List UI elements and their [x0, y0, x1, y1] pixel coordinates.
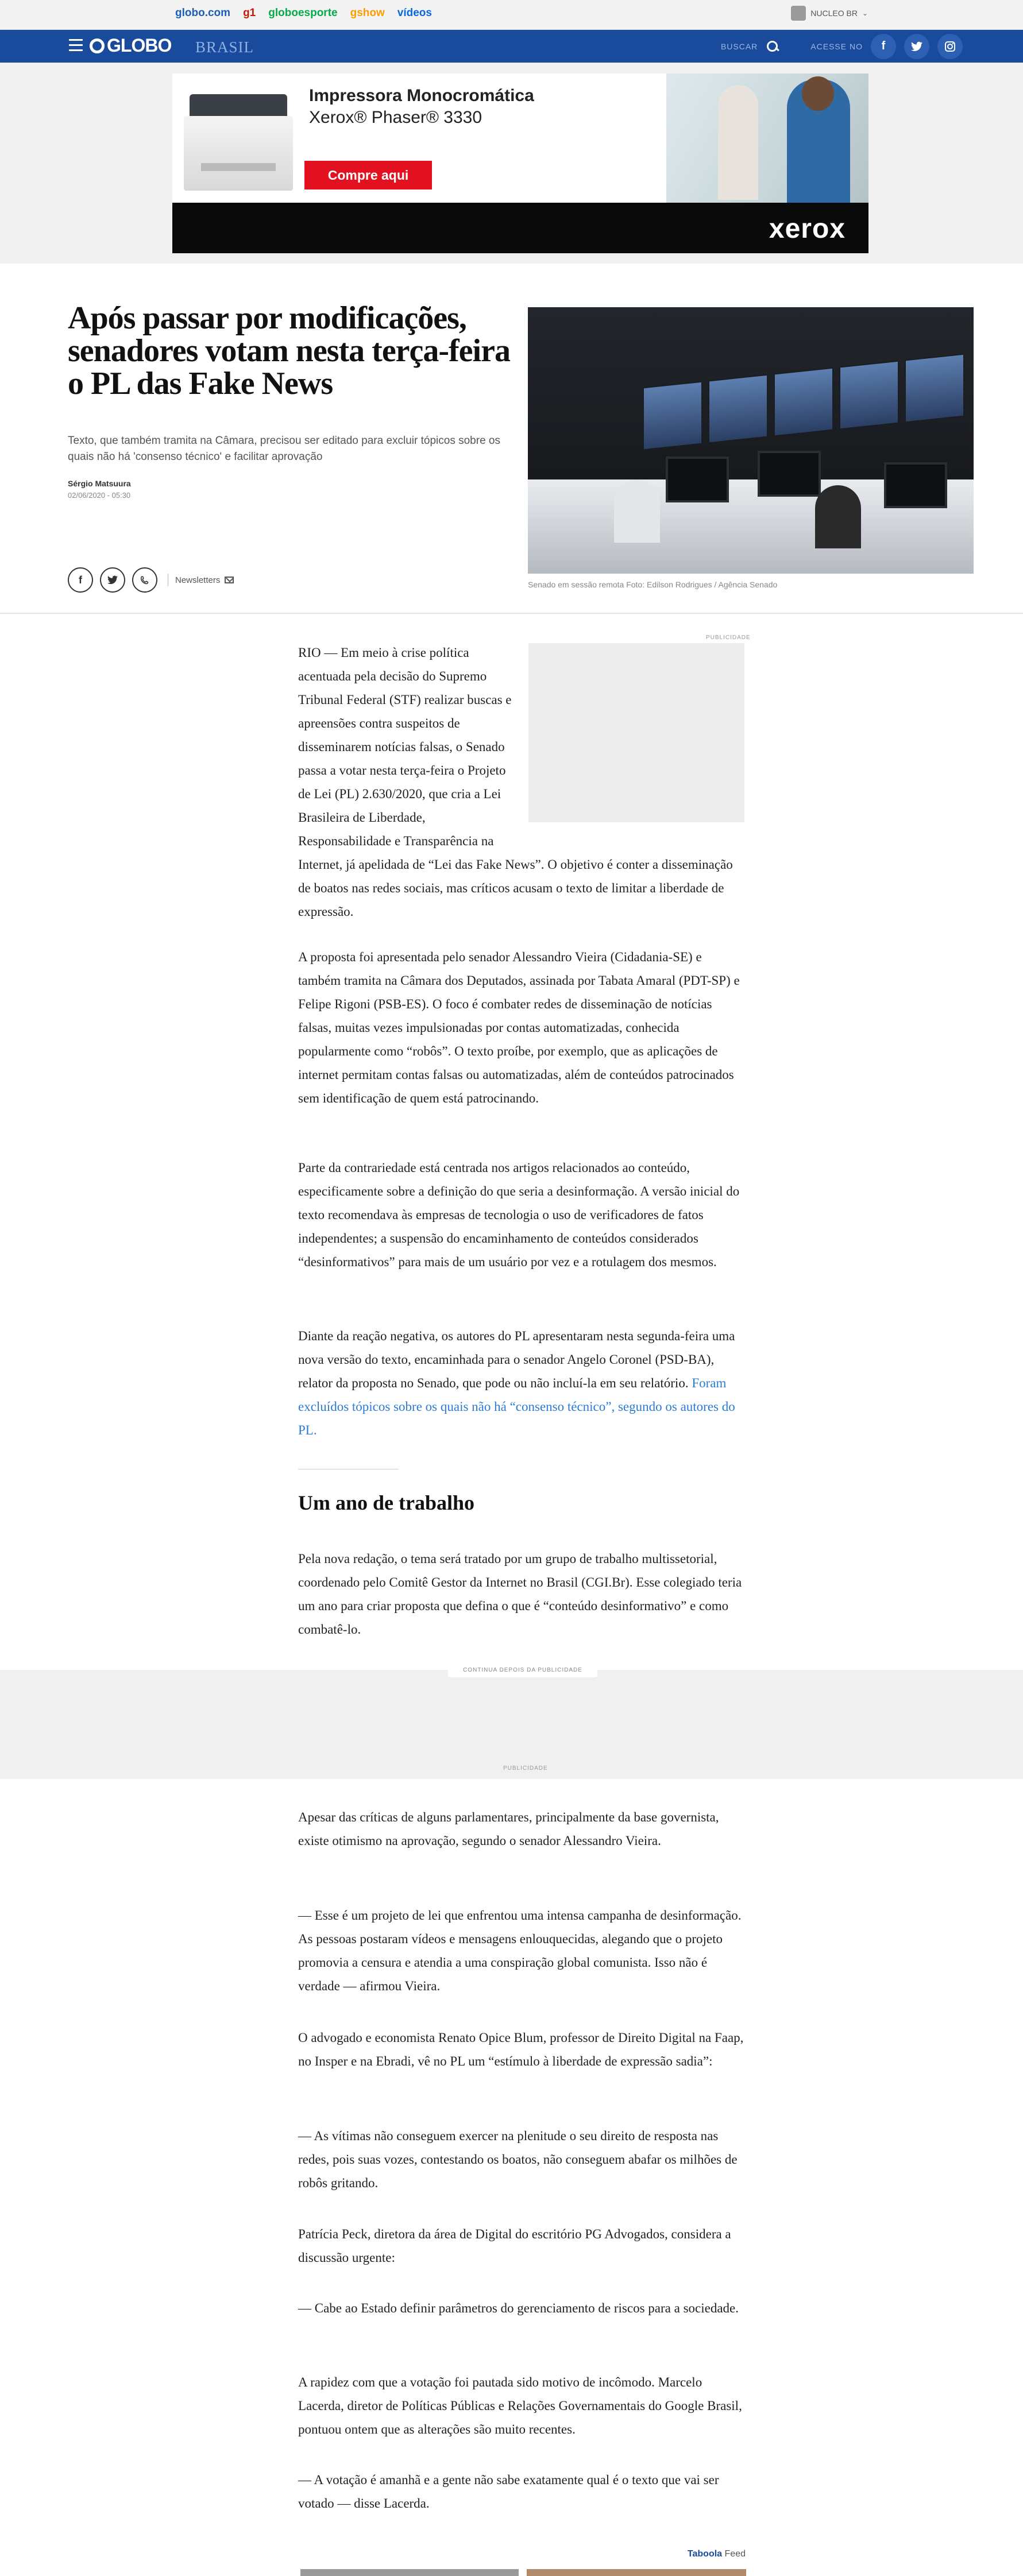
feed-thumbnail[interactable]: [527, 2569, 746, 2576]
portal-link-videos[interactable]: vídeos: [397, 7, 432, 19]
paragraph-9: — As vítimas não conseguem exercer na plenitude o seu direito de resposta nas redes, pois suas vozes, contestando os boatos, não conseguem abafar os milhões de robôs gritando.: [298, 2129, 738, 2190]
paragraph-5: Pela nova redação, o tema será tratado por um grupo de trabalho multissetorial, coordenado pelo Comitê Gestor da Internet no Brasil (CGI.Br). Esse colegiado teria um ano para criar proposta que defina o que é “conteúdo desinformativo” e como combatê-lo.: [298, 1552, 742, 1637]
article-subtitle: Texto, que também tramita na Câmara, precisou ser editado para excluir tópicos sobre os quais não há 'consenso técnico' e facilitar aprovação: [68, 435, 500, 463]
newsletters-label: Newsletters: [175, 575, 221, 585]
portal-link-gshow[interactable]: gshow: [350, 7, 385, 19]
ad-label: PUBLICIDADE: [706, 635, 751, 641]
paragraph-3: Parte da contrariedade está centrada nos artigos relacionados ao conteúdo, especificamente sobre a definição do que seria a desinformação. A versão inicial do texto recomendava às empresas de tecnologia o uso de verificadores de fatos independentes; a suspensão do encaminhamento de conteúdos considerados “desinformativos” para mais de um usuário por vez e a rotulagem dos mesmos.: [298, 1161, 740, 1269]
paragraph-6: Apesar das críticas de alguns parlamentares, principalmente da base governista, existe otimismo na aprovação, segundo o senador Alessandro Vieira.: [298, 1810, 719, 1848]
article-author[interactable]: Sérgio Matsuura: [68, 479, 131, 488]
section-heading: Um ano de trabalho: [298, 1491, 475, 1514]
paragraph-10: Patrícia Peck, diretora da área de Digital do escritório PG Advogados, considera a discussão urgente:: [298, 2227, 731, 2265]
instagram-icon[interactable]: [937, 34, 963, 59]
taboola-brand: Taboola: [687, 2549, 723, 2559]
paragraph-1-text: RIO — Em meio à crise política acentuada pela decisão do Supremo Tribunal Federal (STF) realizar buscas e apreensões contra suspeitos de disseminarem notícias falsas, o Senado passa a votar nesta terça-feira o Projeto de Lei (PL) 2.630/2020, que cria a Lei Brasileira de Liberdade, Responsabilidade e Transparência na Internet, já apelidada de “Lei das Fake News”. O objetivo é conter a disseminação de boatos nas redes sociais, mas críticos acusam o texto de limitar a liberdade de expressão.: [298, 645, 733, 919]
paragraph-4-link[interactable]: Foram excluídos tópicos sobre os quais não há “consenso técnico”, segundo os autores do PL.: [298, 1376, 735, 1437]
search-icon[interactable]: [766, 40, 779, 53]
ad-brand-logo: xerox: [769, 214, 846, 244]
ad-title-line2: Xerox® Phaser® 3330: [309, 108, 482, 127]
article-headline: Após passar por modificações, senadores votam nesta terça-feira o PL das Fake News: [68, 300, 510, 401]
taboola-feed: Feed: [724, 2549, 746, 2559]
portal-bar: [0, 0, 1023, 30]
chevron-down-icon: ⌄: [862, 9, 868, 17]
header-actions: [721, 30, 963, 63]
article-date: 02/06/2020 - 05:30: [68, 491, 131, 500]
mail-icon: [225, 577, 234, 583]
newsletters-link[interactable]: [175, 575, 234, 585]
user-name: NUCLEO BR: [810, 9, 858, 18]
paragraph-2: A proposta foi apresentada pelo senador Alessandro Vieira (Cidadania-SE) e também tramita na Câmara dos Deputados, assinada por Tabata Amaral (PDT-SP) e Felipe Rigoni (PSB-ES). O foco é combater redes de disseminação de notícias falsas, muitas vezes impulsionadas por contas automatizadas, conhecida popularmente como “robôs”. O texto proíbe, por exemplo, que as aplicações de internet permitam contas falsas ou automatizadas, além de conteúdos patrocinados sem identificação de quem está patrocinando.: [298, 950, 740, 1105]
section-name[interactable]: BRASIL: [195, 38, 254, 56]
share-row: [68, 567, 234, 593]
account-label[interactable]: ACESSE NO: [810, 41, 863, 51]
ad-people-image: [666, 74, 868, 203]
paragraph-8: O advogado e economista Renato Opice Blum, professor de Direito Digital na Faap, no Insper e na Ebradi, vê no PL um “estímulo à liberdade de expressão sadia”:: [298, 2030, 744, 2068]
mid-ad-label: PUBLICIDADE: [503, 1765, 548, 1772]
paragraph-13: — A votação é amanhã e a gente não sabe exatamente qual é o texto que vai ser votado — disse Lacerda.: [298, 2473, 719, 2511]
paragraph-12: A rapidez com que a votação foi pautada sido motivo de incômodo. Marcelo Lacerda, diretor de Políticas Públicas e Relações Governamentais do Google Brasil, pontuou ontem que as alterações são muito recentes.: [298, 2375, 742, 2436]
portal-links: [175, 7, 432, 20]
article-hero-image[interactable]: [528, 307, 974, 574]
portal-link-g1[interactable]: g1: [243, 7, 256, 19]
portal-link-globo[interactable]: globo.com: [175, 7, 231, 19]
continue-after-ad-label: CONTINUA DEPOIS DA PUBLICIDADE: [448, 1662, 597, 1677]
mid-ad-area[interactable]: [0, 1670, 1023, 1779]
ad-cta-button[interactable]: Compre aqui: [304, 161, 432, 189]
printer-image: [184, 94, 293, 198]
ad-title-line1: Impressora Monocromática: [309, 86, 534, 105]
paragraph-7: — Esse é um projeto de lei que enfrentou uma intensa campanha de desinformação. As pessoas postaram vídeos e mensagens enlouquecidas, alegando que o projeto promovia a censura e atendia a uma conspiração global comunista. Isso não é verdade — afirmou Vieira.: [298, 1908, 742, 1993]
main-header: [0, 30, 1023, 63]
top-ad-area: [0, 63, 1023, 264]
feed-thumbnail[interactable]: [300, 2569, 519, 2576]
paragraph-1: [298, 641, 746, 923]
paragraph-4: [298, 1324, 746, 1442]
share-twitter-icon[interactable]: [100, 567, 125, 593]
image-caption: Senado em sessão remota Foto: Edilson Rodrigues / Agência Senado: [528, 580, 778, 589]
logo[interactable]: GLOBO: [90, 35, 171, 56]
user-menu[interactable]: [791, 6, 868, 21]
search-label[interactable]: BUSCAR: [720, 41, 758, 51]
share-facebook-icon[interactable]: f: [68, 567, 93, 593]
ad-banner[interactable]: [172, 74, 868, 253]
ad-footer: [172, 203, 868, 253]
share-whatsapp-icon[interactable]: [132, 567, 157, 593]
twitter-icon[interactable]: [904, 34, 929, 59]
header-divider: [0, 613, 1023, 614]
facebook-icon[interactable]: f: [871, 34, 896, 59]
taboola-feed-label[interactable]: [688, 2549, 746, 2559]
paragraph-4-text: Diante da reação negativa, os autores do PL apresentaram nesta segunda-feira uma nova versão do texto, encaminhada para o senador Angelo Coronel (PSD-BA), relator da proposta no Senado, que pode ou não incluí-la em seu relatório.: [298, 1329, 735, 1390]
menu-icon[interactable]: [69, 39, 83, 52]
portal-link-globoesporte[interactable]: globoesporte: [268, 7, 338, 19]
paragraph-11: — Cabe ao Estado definir parâmetros do gerenciamento de riscos para a sociedade.: [298, 2301, 739, 2315]
avatar: [791, 6, 806, 21]
